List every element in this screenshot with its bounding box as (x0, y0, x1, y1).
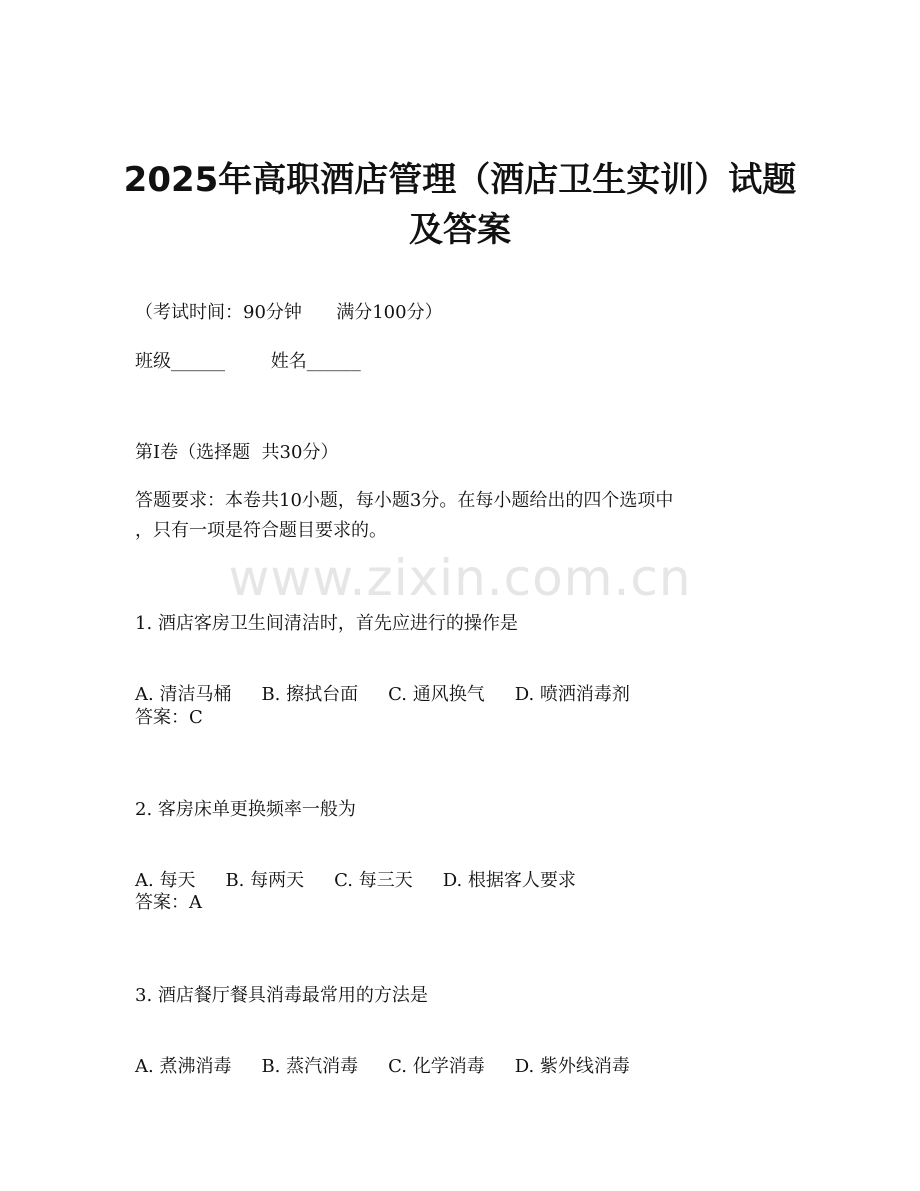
option-d: D. 根据客人要求 (442, 870, 576, 891)
option-d: D. 喷洒消毒剂 (514, 684, 630, 705)
exam-info: （考试时间：90分钟 满分100分） (135, 302, 443, 323)
option-c: C. 化学消毒 (388, 1056, 485, 1077)
question-1-answer: 答案：C (135, 707, 203, 728)
option-a: A. 清洁马桶 (135, 684, 232, 705)
instructions-line-2: ，只有一项是符合题目要求的。 (135, 520, 387, 541)
question-1-options (135, 659, 630, 707)
question-3-stem: 3. 酒店餐厅餐具消毒最常用的方法是 (135, 985, 428, 1006)
watermark: www.zixin.com.cn (228, 549, 692, 607)
document-title-line-2: 及答案 (409, 210, 511, 250)
section-title: 第I卷（选择题 共30分） (135, 442, 339, 463)
option-a: A. 煮沸消毒 (135, 1056, 232, 1077)
option-d: D. 紫外线消毒 (514, 1056, 630, 1077)
question-2-options (135, 845, 576, 893)
option-c: C. 每三天 (334, 870, 413, 891)
instructions-line-1: 答题要求：本卷共10小题，每小题3分。在每小题给出的四个选项中 (135, 490, 674, 511)
option-a: A. 每天 (135, 870, 196, 891)
question-2-stem: 2. 客房床单更换频率一般为 (135, 799, 356, 820)
class-name-fields: 班级______ 姓名______ (135, 351, 361, 372)
option-b: B. 擦拭台面 (261, 684, 359, 705)
option-b: B. 蒸汽消毒 (261, 1056, 359, 1077)
option-c: C. 通风换气 (388, 684, 485, 705)
document-title-line-1: 2025年高职酒店管理（酒店卫生实训）试题 (123, 160, 797, 200)
question-1-stem: 1. 酒店客房卫生间清洁时，首先应进行的操作是 (135, 613, 518, 634)
option-b: B. 每两天 (225, 870, 305, 891)
question-3-options (135, 1031, 630, 1079)
question-2-answer: 答案：A (135, 892, 202, 913)
